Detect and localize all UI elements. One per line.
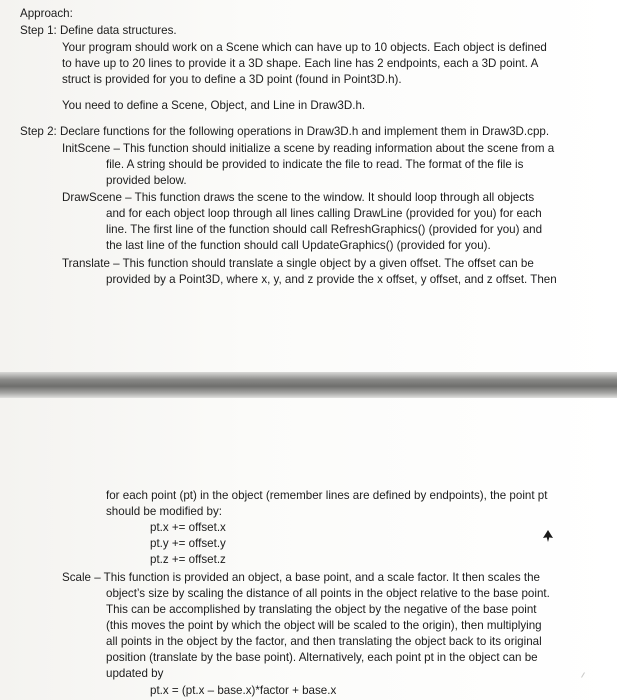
step2-title: Step 2: Declare functions for the following operations in Draw3D.h and implement them in Draw3D.cpp. [20, 125, 550, 138]
code-line: pt.x += offset.x [150, 521, 226, 534]
drawscene-line: the last line of the function should call UpdateGraphics() (provided for you). [106, 239, 491, 252]
step1-para-line: struct is provided for you to define a 3D point (found in Point3D.h). [62, 73, 402, 86]
step1-para-line: to have up to 20 lines to provide it a 3D shape. Each line has 2 endpoints, each a 3D point. A [62, 57, 539, 70]
approach-heading: Approach: [20, 7, 73, 20]
code-line: pt.z += offset.z [150, 553, 226, 566]
initscene-line: InitScene – This function should initialize a scene by reading information about the scene from a [62, 142, 555, 155]
drawscene-line: and for each object loop through all lines calling DrawLine (provided for you) for each [106, 207, 542, 220]
step1-define-line: You need to define a Scene, Object, and Line in Draw3D.h. [62, 99, 366, 112]
translate-continued-line: for each point (pt) in the object (remember lines are defined by endpoints), the point pt [106, 489, 548, 502]
scale-line: all points in the object by the factor, and then translating the object back to its original [106, 635, 542, 648]
page-divider [0, 372, 617, 398]
translate-line: Translate – This function should translate a single object by a given offset. The offset can be [62, 257, 534, 270]
initscene-line: file. A string should be provided to indicate the file to read. The format of the file is [106, 158, 524, 171]
document-sheet-bottom [0, 398, 617, 700]
code-line: pt.y += offset.y [150, 537, 226, 550]
drawscene-line: line. The first line of the function should call RefreshGraphics() (provided for you) and [106, 223, 543, 236]
initscene-line: provided below. [106, 174, 187, 187]
translate-continued-line: should be modified by: [106, 505, 223, 518]
scale-formula: pt.x = (pt.x – base.x)*factor + base.x [150, 684, 337, 697]
scale-line: position (translate by the base point). Alternatively, each point pt in the object can be [106, 651, 538, 664]
scale-line: object’s size by scaling the distance of all points in the object relative to the base point. [106, 587, 550, 600]
drawscene-line: DrawScene – This function draws the scene to the window. It should loop through all objects [62, 191, 535, 204]
scale-line: This can be accomplished by translating the object by the negative of the base point [106, 603, 537, 616]
scale-line: (this moves the point by which the object will be scaled to the origin), then multiplying [106, 619, 542, 632]
scale-line: Scale – This function is provided an object, a base point, and a scale factor. It then scales the [62, 571, 540, 584]
scale-line: updated by [106, 667, 164, 680]
step1-title: Step 1: Define data structures. [20, 24, 177, 37]
mouse-pointer-icon [541, 529, 555, 543]
stray-mark-icon [580, 672, 586, 678]
translate-line: provided by a Point3D, where x, y, and z provide the x offset, y offset, and z offset. Then [106, 273, 557, 286]
step1-para-line: Your program should work on a Scene which can have up to 10 objects. Each object is defined [62, 41, 547, 54]
